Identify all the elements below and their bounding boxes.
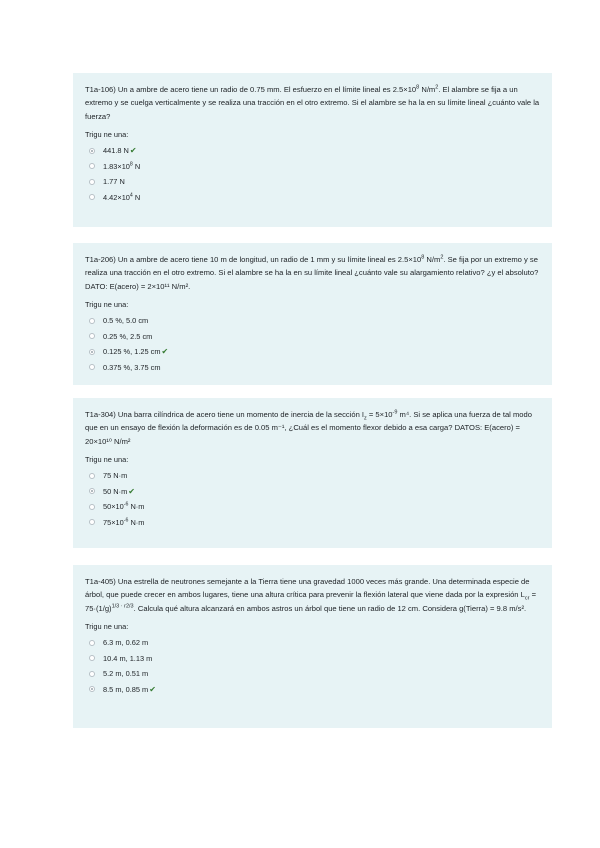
answer-option[interactable] bbox=[85, 313, 542, 329]
answer-label: $50\times 10^{-6}$ N·m bbox=[103, 502, 145, 512]
answer-label: 0.25 %, 2.5 cm bbox=[103, 331, 153, 341]
answer-label: 0.5 %, 5.0 cm bbox=[103, 316, 149, 326]
answer-options bbox=[85, 468, 542, 530]
radio-icon[interactable] bbox=[89, 179, 95, 185]
answer-label: $4.42\times 10^4$ N bbox=[103, 192, 141, 202]
correct-check-icon: ✔ bbox=[128, 486, 135, 496]
answer-option[interactable] bbox=[85, 360, 542, 376]
answer-label: 10.4 m, 1.13 m bbox=[103, 653, 153, 663]
answer-label: 441.8 N bbox=[103, 146, 129, 156]
answer-option[interactable] bbox=[85, 682, 542, 698]
answer-option[interactable] bbox=[85, 159, 542, 175]
answer-label: 6.3 m, 0.62 m bbox=[103, 638, 149, 648]
question-card-2 bbox=[73, 243, 552, 385]
radio-icon[interactable] bbox=[89, 519, 95, 525]
answer-label: 50 N·m bbox=[103, 486, 128, 496]
radio-selected-icon[interactable] bbox=[89, 686, 95, 692]
question-card-1 bbox=[73, 73, 552, 227]
radio-icon[interactable] bbox=[89, 163, 95, 169]
radio-icon[interactable] bbox=[89, 473, 95, 479]
radio-selected-icon[interactable] bbox=[89, 488, 95, 494]
answer-label: $75\times 10^{-6}$ N·m bbox=[103, 517, 145, 527]
radio-icon[interactable] bbox=[89, 671, 95, 677]
answer-options bbox=[85, 313, 542, 375]
answer-option[interactable] bbox=[85, 190, 542, 206]
answer-prompt: Trigu ne una: bbox=[85, 300, 129, 310]
correct-check-icon: ✔ bbox=[161, 347, 169, 357]
radio-icon[interactable] bbox=[89, 655, 95, 661]
answer-option[interactable] bbox=[85, 515, 542, 531]
answer-label: $1.83\times 10^8$ N bbox=[103, 161, 141, 171]
answer-label: 8.5 m, 0.85 m bbox=[103, 684, 149, 694]
correct-check-icon: ✔ bbox=[129, 146, 137, 156]
answer-option[interactable] bbox=[85, 651, 542, 667]
answer-option[interactable] bbox=[85, 499, 542, 515]
question-text: T1a-206) Un a ambre de acero tiene 10 m de longitud, un radio de 1 mm y su límite lineal es $2.5\times 10^8$ $N/m^2$. Se fija por un extremo y se realiza una tracción en el otro extremo. Si el alambre se ha la en su límite lineal ¿cuánto vale su alargamiento relativo? ¿y el absoluto? DATO: E(acero) = 2×10¹¹ N/m². bbox=[85, 254, 539, 291]
question-card-4 bbox=[73, 565, 552, 728]
radio-icon[interactable] bbox=[89, 640, 95, 646]
answer-option[interactable] bbox=[85, 666, 542, 682]
radio-icon[interactable] bbox=[89, 318, 95, 324]
question-text: T1a-106) Un a ambre de acero tiene un radio de 0.75 mm. El esfuerzo en el límite lineal es $2.5\times 10^8$ $N/m^2$. El alambre se fija a un extremo y se cuelga verticalmente y se realiza una tracción en el otro extremo. Si el alambre se ha la en su límite lineal ¿cuánto vale la fuerza? bbox=[85, 84, 540, 121]
answer-option[interactable] bbox=[85, 143, 542, 159]
question-text: T1a-304) Una barra cilíndrica de acero tiene un momento de inercia de la sección $I_z = 5\times 10^{-9}$ m⁴. Si se aplica una fuerza de tal modo que en un ensayo de flexión la deformación es de 0.05 m⁻¹, ¿Cuál es el momento flexor debido a esa carga? DATOS: E(acero) = 20×10¹⁰ N/m² bbox=[85, 409, 532, 446]
question-card-3 bbox=[73, 398, 552, 548]
answer-options bbox=[85, 635, 542, 697]
answer-options bbox=[85, 143, 542, 205]
answer-label: 75 N·m bbox=[103, 471, 128, 481]
radio-icon[interactable] bbox=[89, 194, 95, 200]
correct-check-icon: ✔ bbox=[149, 684, 156, 694]
answer-option[interactable] bbox=[85, 329, 542, 345]
answer-label: 0.375 %, 3.75 cm bbox=[103, 362, 161, 372]
radio-icon[interactable] bbox=[89, 333, 95, 339]
radio-selected-icon[interactable] bbox=[89, 148, 95, 154]
radio-icon[interactable] bbox=[89, 504, 95, 510]
answer-prompt: Trigu ne una: bbox=[85, 455, 129, 465]
answer-label: 1.77 N bbox=[103, 177, 125, 187]
answer-prompt: Trigu ne una: bbox=[85, 130, 129, 140]
answer-option[interactable] bbox=[85, 468, 542, 484]
answer-option[interactable] bbox=[85, 635, 542, 651]
answer-label: 5.2 m, 0.51 m bbox=[103, 669, 149, 679]
answer-label: 0.125 %, 1.25 cm bbox=[103, 347, 161, 357]
question-text: T1a-405) Una estrella de neutrones semejante a la Tierra tiene una gravedad 1000 veces más grande. Una determinada especie de árbol, que puede crecer en ambos lugares, tiene una altura crítica para prevenir la flexión lateral que viene dada por la expresión $L_{cr} = 75\cdot(1/g)^{1/3 \cdot r2/3}$. Calcula qué altura alcanzará en ambos astros un árbol que tiene un radio de 12 cm. Considera g(Tierra) = 9.8 m/s². bbox=[85, 577, 537, 613]
answer-prompt: Trigu ne una: bbox=[85, 622, 129, 632]
answer-option[interactable] bbox=[85, 174, 542, 190]
answer-option[interactable] bbox=[85, 344, 542, 360]
answer-option[interactable] bbox=[85, 484, 542, 500]
radio-selected-icon[interactable] bbox=[89, 349, 95, 355]
radio-icon[interactable] bbox=[89, 364, 95, 370]
